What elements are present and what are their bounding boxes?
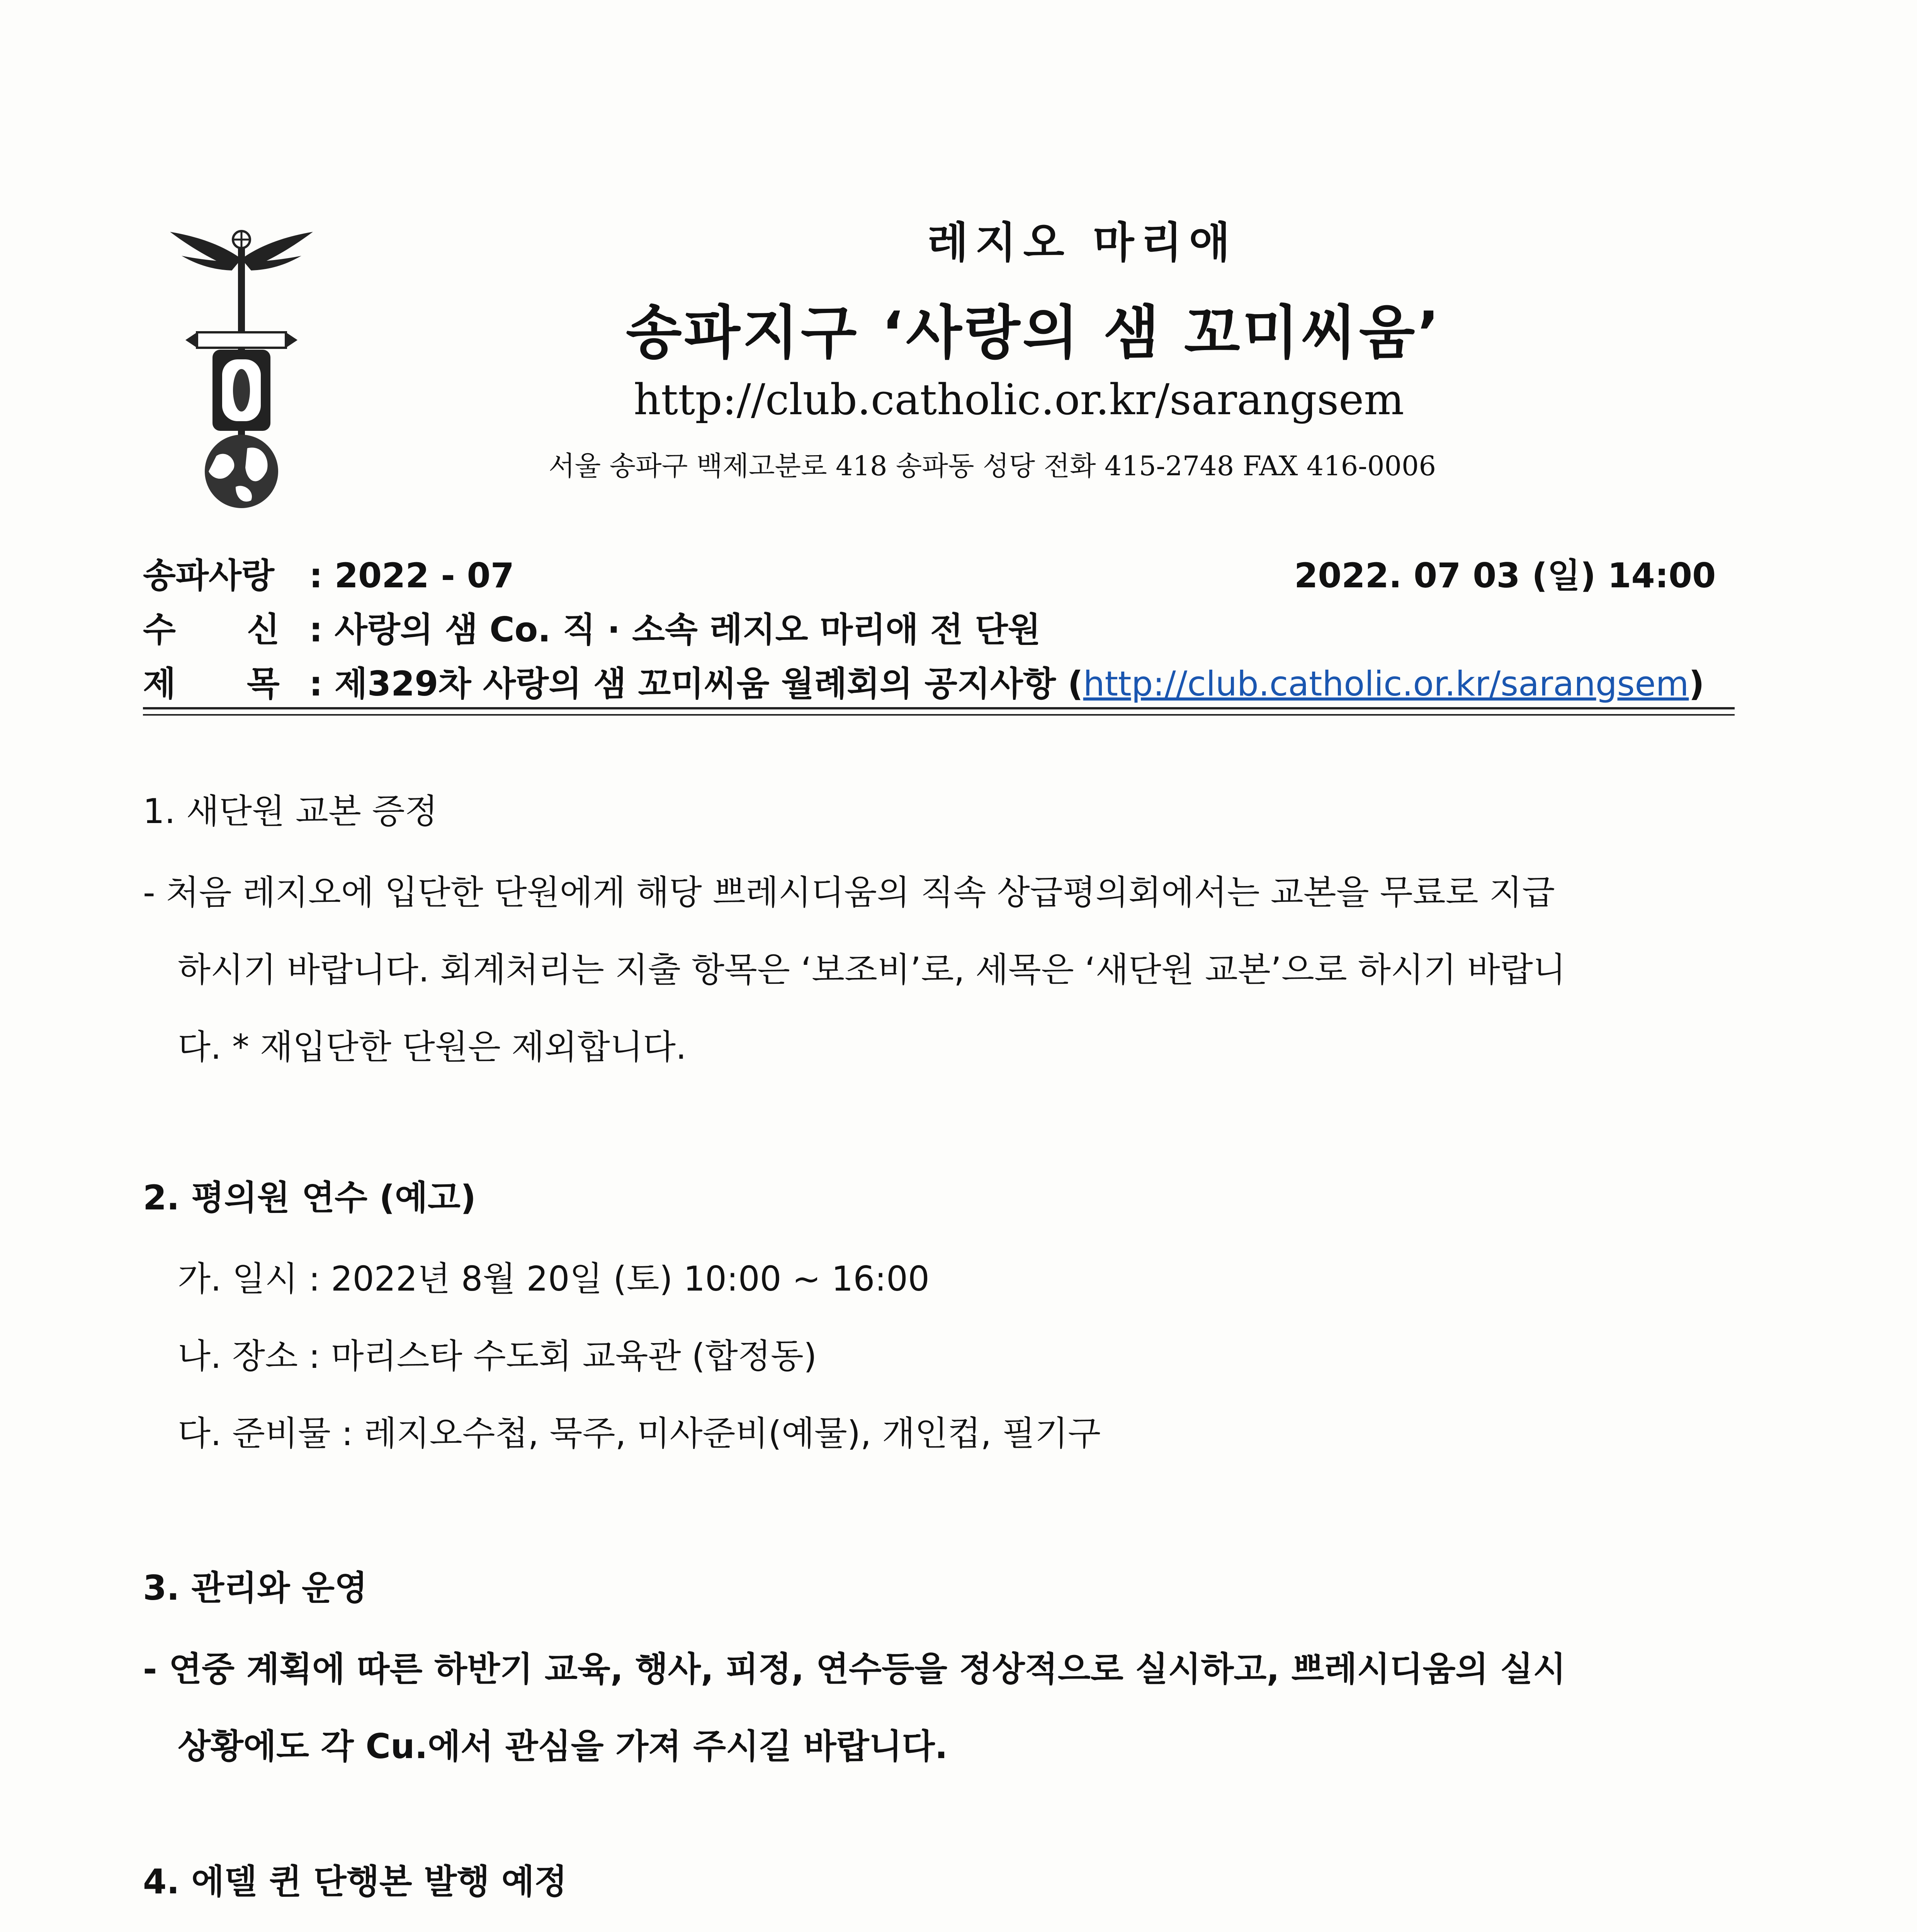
contact-address: 서울 송파구 백제고분로 418 송파동 성당 전화 415-2748 FAX 416-0006 xyxy=(549,450,1436,482)
legio-mariae-emblem-icon xyxy=(170,216,313,510)
subject-link[interactable]: http://club.catholic.or.kr/sarangsem xyxy=(1083,664,1689,704)
header-divider xyxy=(143,707,1735,709)
page-title: 송파지구 ‘사랑의 샘 꼬미씨움’ xyxy=(626,299,1442,367)
section-2-item-1: 가. 일시 : 2022년 8월 20일 (토) 10:00 ~ 16:00 xyxy=(178,1259,930,1299)
section-1-line-3: 다. * 재입단한 단원은 제외합니다. xyxy=(178,1027,687,1067)
section-4-heading: 4. 에델 퀸 단행본 발행 예정 xyxy=(143,1862,567,1901)
doc-number-label: 송파사랑 xyxy=(143,556,275,595)
doc-number-value: : 2022 - 07 xyxy=(309,556,515,595)
doc-date: 2022. 07 03 (일) 14:00 xyxy=(1294,556,1716,595)
recipient-row xyxy=(143,603,1041,651)
section-2-item-3: 다. 준비물 : 레지오수첩, 묵주, 미사준비(예물), 개인컵, 필기구 xyxy=(178,1413,1101,1453)
recipient-label: 수 신 xyxy=(143,610,280,650)
recipient-value: : 사랑의 샘 Co. 직 · 소속 레지오 마리애 전 단원 xyxy=(309,610,1041,650)
section-3-line-2: 상황에도 각 Cu.에서 관심을 가져 주시길 바랍니다. xyxy=(178,1726,948,1766)
subject-label: 제 목 xyxy=(143,664,280,704)
section-3-heading: 3. 관리와 운영 xyxy=(143,1568,367,1608)
section-2-item-2: 나. 장소 : 마리스타 수도회 교육관 (합정동) xyxy=(178,1336,817,1376)
header-divider-double xyxy=(143,714,1735,716)
section-3-line-1: - 연중 계획에 따른 하반기 교육, 행사, 피정, 연수등을 정상적으로 실시하고, 쁘레시디움의 실시 xyxy=(143,1649,1566,1689)
section-2-heading: 2. 평의원 연수 (예고) xyxy=(143,1178,476,1218)
section-1-heading: 1. 새단원 교본 증정 xyxy=(143,791,438,831)
doc-number-row xyxy=(143,549,514,597)
subject-value: : 제329차 사랑의 샘 꼬미씨움 월례회의 공지사항 ( xyxy=(309,664,1083,704)
organization-name: 레지오 마리애 xyxy=(927,218,1237,267)
header-url: http://club.catholic.or.kr/sarangsem xyxy=(634,375,1404,424)
section-1-line-1: - 처음 레지오에 입단한 단원에게 해당 쁘레시디움의 직속 상급평의회에서는 교본을 무료로 지급 xyxy=(143,872,1555,912)
subject-close: ) xyxy=(1689,664,1705,704)
section-4-item-1 xyxy=(143,1928,625,1932)
section-1-line-2: 하시기 바랍니다. 회계처리는 지출 항목은 ‘보조비’로, 세목은 ‘새단원 교본’으로 하시기 바랍니 xyxy=(178,950,1566,990)
subject-row xyxy=(143,657,1705,706)
